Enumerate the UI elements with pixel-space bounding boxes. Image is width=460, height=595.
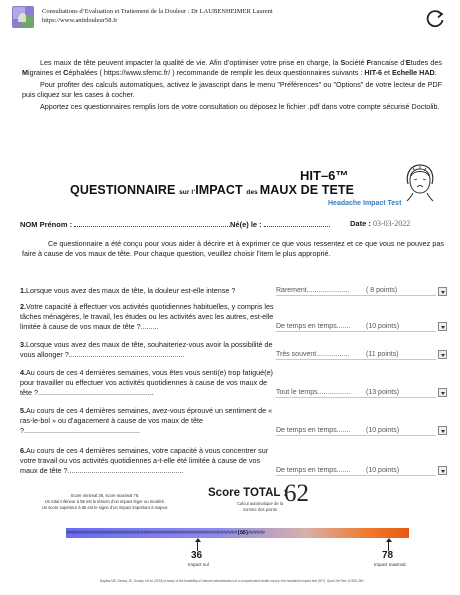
- chevron-down-icon[interactable]: [438, 350, 447, 359]
- chevron-down-icon[interactable]: [438, 388, 447, 397]
- date-field[interactable]: 03-03-2022: [372, 219, 411, 228]
- question-5: 5.Au cours de ces 4 dernières semaines, avez-vous éprouvé un sentiment de « ras-le-bol » ou d’agacement à cause de vos maux de tête ?..........................................................: [20, 406, 273, 436]
- impact-bar-fill: ##############################################################(55)######: [66, 529, 265, 536]
- refresh-icon[interactable]: [424, 8, 446, 30]
- hand-logo-icon: [12, 6, 34, 28]
- answer-select-5[interactable]: De temps en temps....... (10 points): [276, 426, 436, 436]
- score-total-value: 62: [284, 480, 309, 507]
- questionnaire-subtitle: Headache Impact Test: [328, 200, 402, 207]
- answer-select-4[interactable]: Tout le temps................. (13 points): [276, 388, 436, 398]
- answer-select-3[interactable]: Très souvent................. (11 points): [276, 350, 436, 360]
- intro-text: [22, 58, 442, 113]
- questionnaire-intro: Ce questionnaire a été conçu pour vous aider à décrire et à exprimer ce que vous ressentez et ce que vous ne pouvez pas faire à cause de vos maux de tête. Pour chaque question, veuillez choisir l’item le plus approprié.: [22, 239, 444, 259]
- date-label: Date :: [350, 219, 371, 228]
- score-total-caption: Calcul automatique de la somme des points: [236, 501, 284, 512]
- answer-select-2[interactable]: De temps en temps....... (10 points): [276, 322, 436, 332]
- question-4: 4.Au cours de ces 4 dernières semaines, vous êtes vous senti(e) trop fatigué(e) pour travailler ou effectuer vos activités quotidiennes à cause de vos maux de tête ?..........................................................: [20, 368, 273, 398]
- answer-select-6[interactable]: De temps en temps....... (10 points): [276, 466, 436, 476]
- question-1: 1.Lorsque vous avez des maux de tête, la douleur est-elle intense ?: [20, 286, 236, 295]
- intro-paragraph-1: Les maux de tête peuvent impacter la qualité de vie. Afin d’optimiser votre prise en charge, la Société Francaise d’Etudes des Migraines et Céphalées ( https://www.sfemc.fr/ ) recommande de remplir les deux questionnaires suivants : HIT-6 et Echelle HAD.: [22, 58, 442, 78]
- doctor-header: [42, 7, 273, 25]
- chevron-down-icon[interactable]: [438, 426, 447, 435]
- header-title: Consultations d’Evaluation et Traitement de la Douleur : Dr LAUBENHEIMER Laurent: [42, 8, 273, 15]
- name-row: [20, 219, 230, 229]
- scale-min-value: 36: [191, 550, 203, 561]
- header-url[interactable]: https://www.antidouleur58.fr: [42, 17, 118, 24]
- headache-face-icon: [402, 162, 438, 202]
- birthdate-row: [230, 219, 330, 229]
- birthdate-label: Né(e) le :: [230, 220, 262, 229]
- hit6-label: HIT–6™: [300, 168, 349, 183]
- intro-paragraph-2: Pour profiter des calculs automatiques, activez le javascript dans le menu "Préférences" ou "Options" de votre lecteur de PDF puis cliquez sur les cases à cocher.: [22, 79, 442, 100]
- scale-max-caption: Impact maximal: [374, 562, 406, 567]
- scale-min-caption: Impact nul: [188, 562, 209, 567]
- questionnaire-title: QUESTIONNAIRE sur l’IMPACT des MAUX DE TETE: [70, 183, 355, 197]
- question-2: 2.Votre capacité à effectuer vos activités quotidiennes habituelles, y compris les tâches ménagères, le travail, les études ou les activités avec les autres, est-elle limitée à cause de vos maux de tête ?.........: [20, 302, 274, 332]
- score-interpretation: Score minimal 36, score maximal 78. Un total inférieur à 55 est le témoin d’un impact léger ou modéré. Un score supérieur à 55 est le signe d’un impact important à majeur.: [41, 493, 169, 510]
- score-total-label: Score TOTAL :: [208, 487, 288, 499]
- citation: Bayliss MS, Dewey JE, Dunlap I et al. (2003) A study of the feasibility of Internet administration of a computerized health survey: the headache impact test (HIT). Qual Life Res 12:953–961: [100, 579, 364, 583]
- chevron-down-icon[interactable]: [438, 287, 447, 296]
- birthdate-field[interactable]: [264, 219, 330, 227]
- answer-select-1[interactable]: Rarement...................... ( 8 points): [276, 286, 436, 296]
- date-row: [350, 219, 410, 228]
- intro-paragraph-3: Apportez ces questionnaires remplis lors de votre consultation ou déposez le fichier .pdf dans votre compte sécurisé Doctolib.: [40, 101, 440, 111]
- scale-max-value: 78: [382, 550, 394, 561]
- chevron-down-icon[interactable]: [438, 466, 447, 475]
- question-6: 6.Au cours de ces 4 dernières semaines, votre capacité à vous concentrer sur votre travail ou vos activités quotidiennes a-t-elle été limitée à cause de vos maux de tête ?..........................................................: [20, 446, 269, 476]
- question-3: 3.Lorsque vous avez des maux de tête, souhaiteriez-vous avoir la possibilité de vous allonger ?..........................................................: [20, 340, 273, 360]
- impact-gradient-bar: [66, 528, 409, 538]
- name-label: NOM Prénom :: [20, 220, 73, 229]
- name-field[interactable]: [74, 219, 230, 227]
- chevron-down-icon[interactable]: [438, 322, 447, 331]
